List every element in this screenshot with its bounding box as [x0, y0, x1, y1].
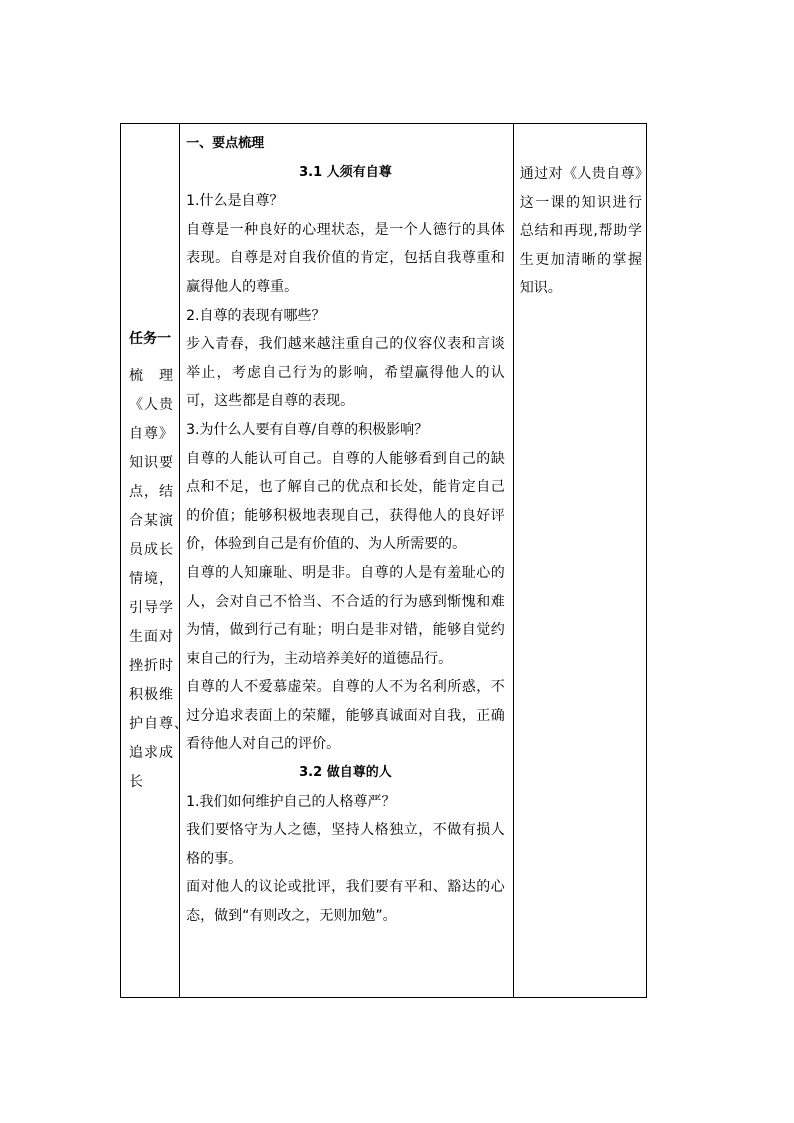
left-line: 员成长: [129, 541, 174, 558]
answer-paragraph: 自尊是一种良好的心理状态，是一个人德行的具体表现。自尊是对自我价值的肯定，包括自我尊重和赢得他人的尊重。: [186, 221, 505, 295]
purpose-cell: [513, 124, 646, 998]
question: 3.为什么人要有自尊/自尊的积极影响？: [186, 421, 429, 438]
left-line: 《人贵: [129, 396, 174, 413]
left-line: 挫折时: [129, 657, 174, 674]
answer-paragraph: 自尊的人不爱慕虚荣。自尊的人不为名利所惑，不过分追求表面上的荣耀，能够真诚面对自我，正确看待他人对自己的评价。: [186, 679, 505, 753]
left-line: 生面对: [129, 628, 174, 645]
content-cell: [180, 124, 514, 998]
left-line: 护自尊、: [129, 715, 189, 732]
left-line: 引导学: [129, 599, 174, 616]
left-line: 合某演: [129, 512, 174, 529]
answer-paragraph: 步入青春，我们越来越注重自己的仪容仪表和言谈举止，考虑自己行为的影响，希望赢得他人的认可，这些都是自尊的表现。: [186, 336, 505, 410]
answer-paragraph: 面对他人的议论或批评，我们要有平和、豁达的心态，做到“有则改之，无则加勉”。: [186, 879, 505, 925]
question: 1.我们如何维护自己的人格尊严？: [186, 793, 396, 810]
left-line: 点，结: [129, 483, 174, 500]
left-line: 自尊》: [129, 425, 174, 442]
section-title: 一、要点梳理: [186, 136, 265, 151]
left-line: 梳 理: [129, 367, 174, 384]
left-line: 长: [129, 773, 144, 790]
left-line: 知识要: [129, 454, 174, 471]
left-line: 情境，: [129, 570, 174, 587]
question: 1.什么是自尊？: [186, 193, 284, 210]
question: 2.自尊的表现有哪些？: [186, 307, 326, 324]
lesson-plan-table: [120, 123, 647, 998]
answer-paragraph: 我们要恪守为人之德，坚持人格独立，不做有损人格的事。: [186, 822, 505, 867]
lesson-heading: 3.2 做自尊的人: [299, 765, 392, 781]
left-line: 追求成: [129, 744, 174, 761]
lesson-heading: 3.1 人须有自尊: [299, 164, 392, 180]
answer-paragraph: 自尊的人能认可自己。自尊的人能够看到自己的缺点和不足，也了解自己的优点和长处，能肯定自己的价值；能够积极地表现自己，获得他人的良好评价，体验到自己是有价值的、为人所需要的。: [186, 450, 505, 553]
answer-paragraph: 自尊的人知廉耻、明是非。自尊的人是有羞耻心的人，会对自己不恰当、不合适的行为感到惭愧和难为情，做到行己有耻；明白是非对错，能够自觉约束自己的行为，主动培养美好的道德品行。: [186, 564, 505, 667]
purpose-text: 通过对《人贵自尊》这一课的知识进行总结和再现,帮助学生更加清晰的掌握知识。: [519, 166, 642, 297]
table-row: [121, 124, 647, 998]
task-title: 任务一: [129, 330, 171, 347]
task-cell: [121, 124, 189, 998]
left-line: 积极维: [129, 686, 174, 703]
